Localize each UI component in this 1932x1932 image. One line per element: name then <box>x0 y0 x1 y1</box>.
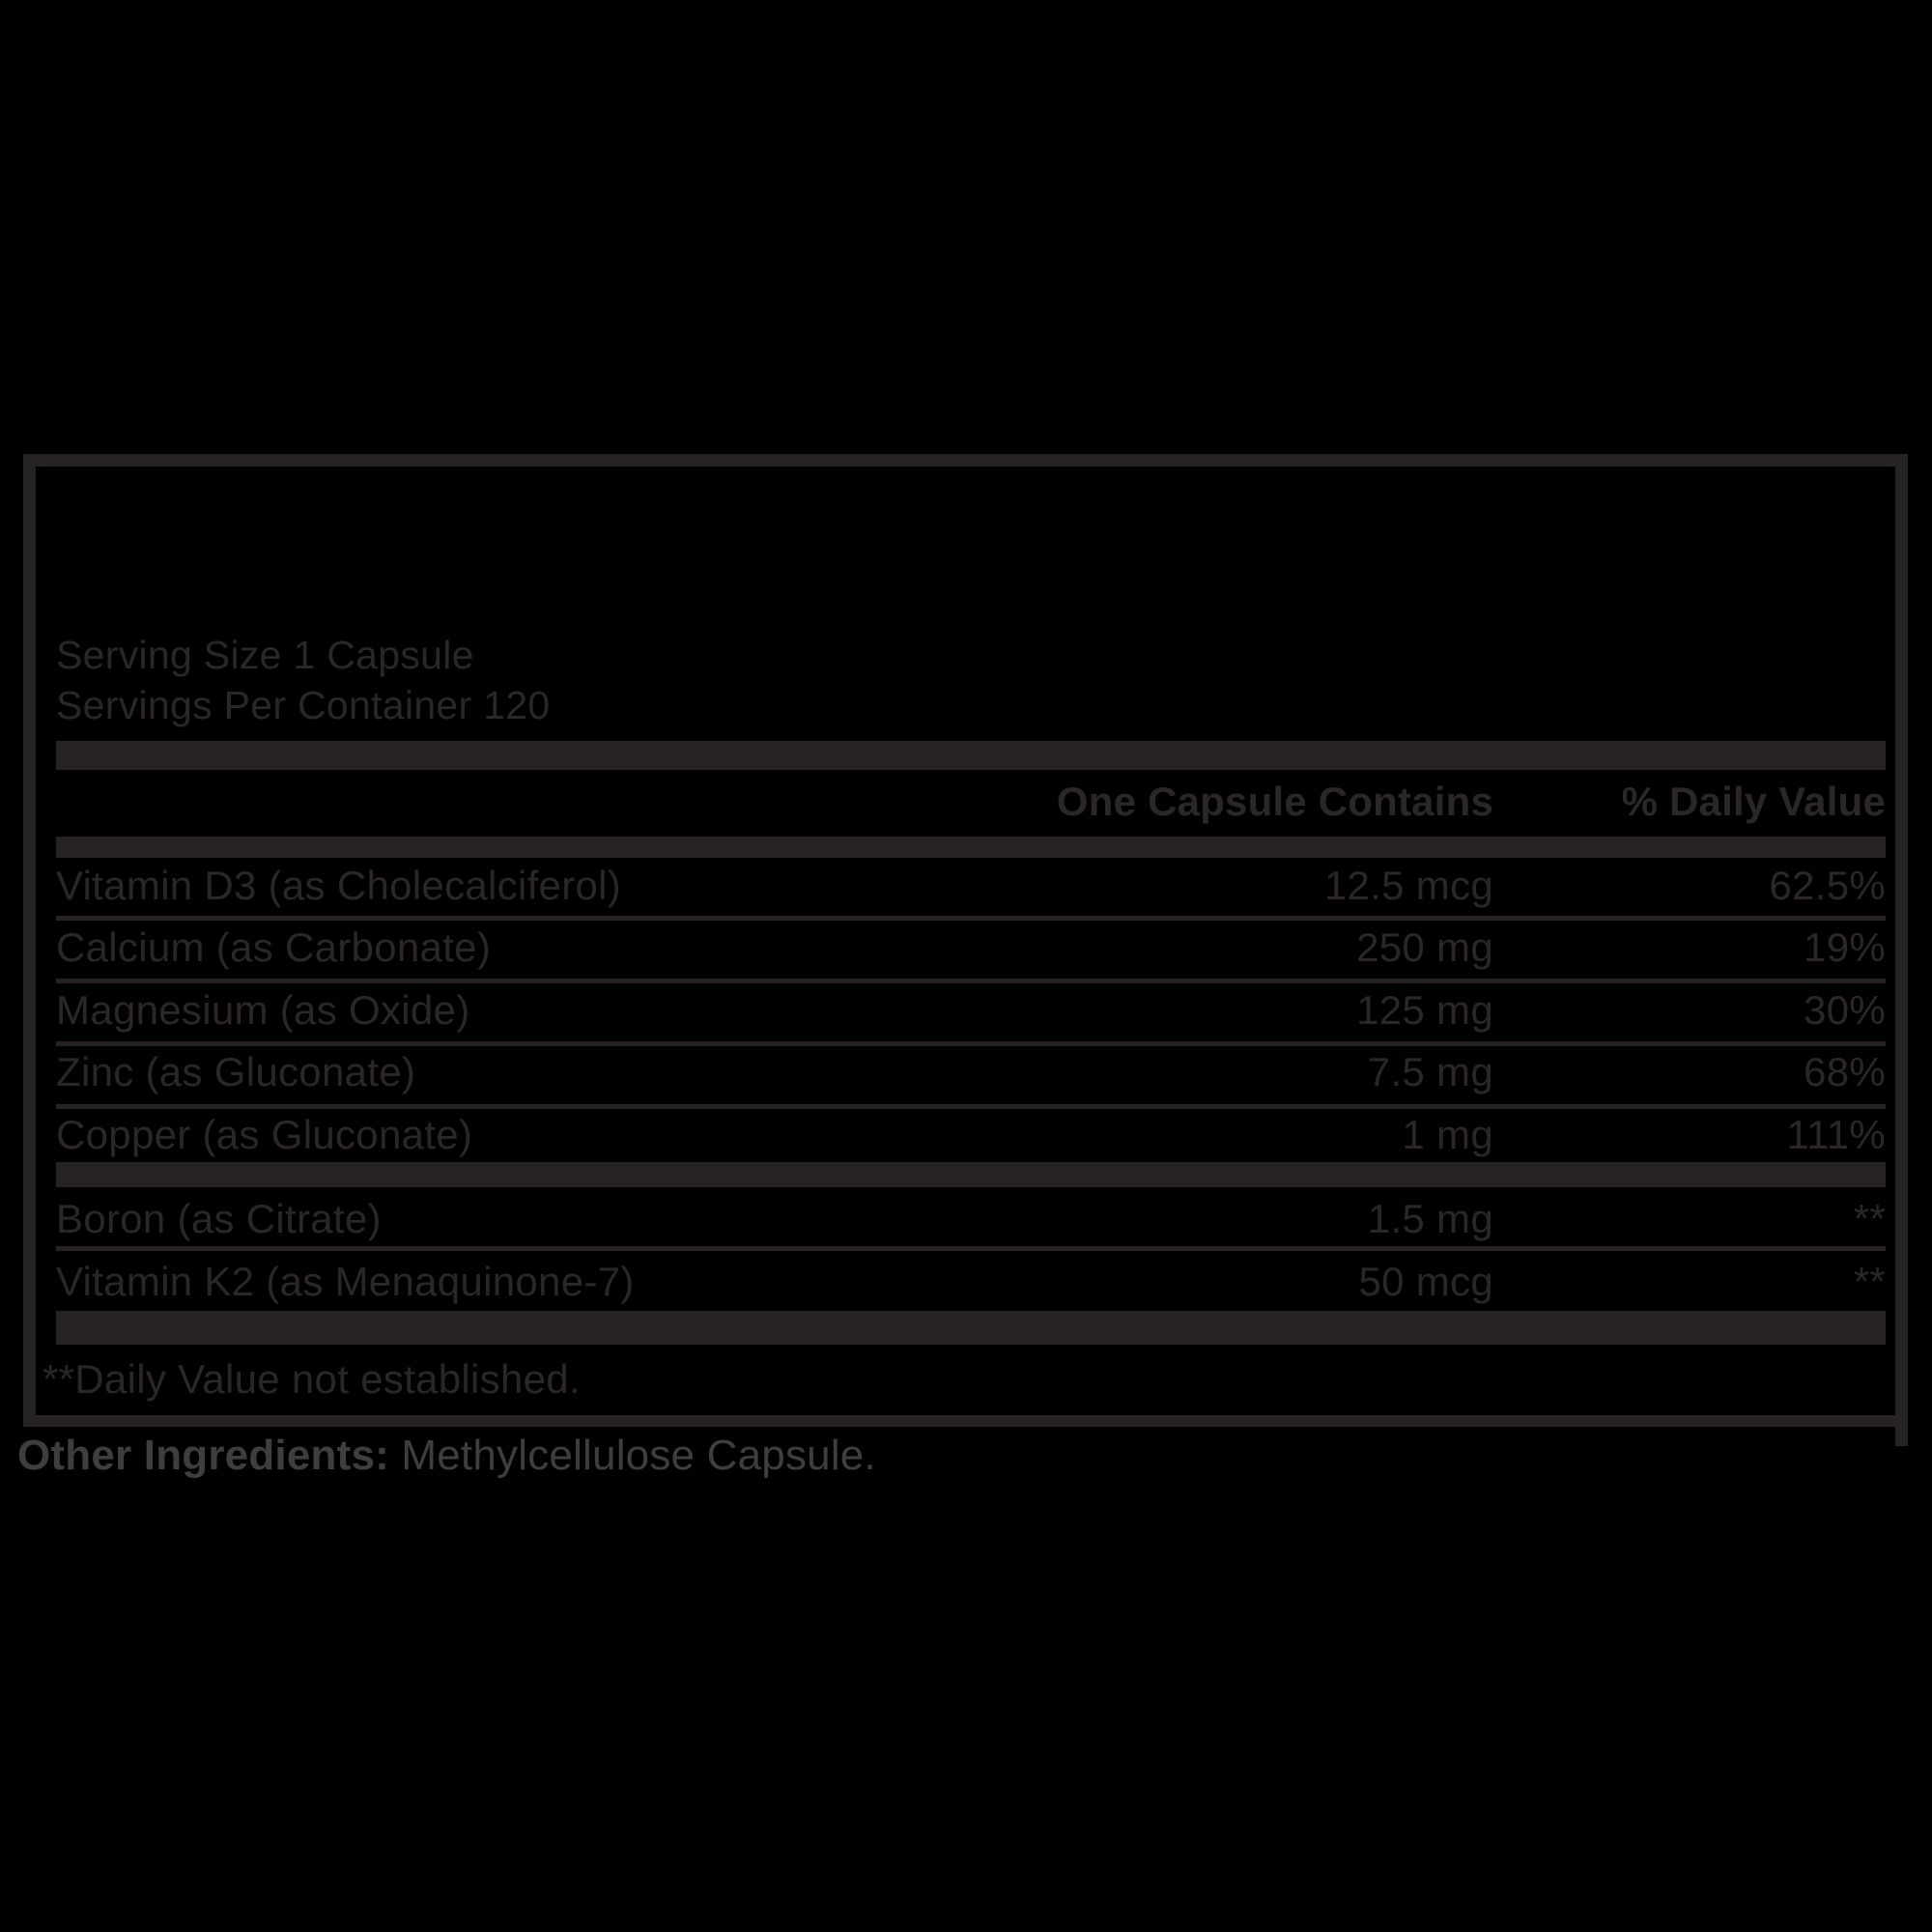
ingredient-dv: 68% <box>1804 1049 1886 1094</box>
separator-bar-under-header <box>56 837 1886 858</box>
other-ingredients-label: Other Ingredients: <box>17 1432 389 1479</box>
ingredient-name: Calcium (as Carbonate) <box>56 924 492 970</box>
separator-bar-top <box>56 741 1886 770</box>
ingredient-name: Boron (as Citrate) <box>56 1196 382 1241</box>
amount-column-header: One Capsule Contains <box>1056 779 1493 824</box>
ingredient-name: Copper (as Gluconate) <box>56 1112 473 1157</box>
ingredient-amount: 125 mg <box>1356 987 1493 1033</box>
ingredient-name: Vitamin D3 (as Cholecalciferol) <box>56 863 622 908</box>
servings-per-container-line: Servings Per Container 120 <box>56 683 551 727</box>
ingredient-name: Vitamin K2 (as Menaquinone-7) <box>56 1259 635 1304</box>
row-divider <box>56 1246 1886 1251</box>
ingredient-amount: 1.5 mg <box>1367 1196 1493 1241</box>
ingredient-name: Zinc (as Gluconate) <box>56 1049 416 1094</box>
ingredient-dv: 62.5% <box>1769 863 1886 908</box>
serving-size-line: Serving Size 1 Capsule <box>56 633 474 677</box>
ingredient-dv: 30% <box>1804 987 1886 1033</box>
panel-bottom-rule <box>23 1415 1908 1427</box>
table-row <box>56 921 1886 975</box>
ingredient-dv: 111% <box>1786 1112 1886 1157</box>
ingredient-name: Magnesium (as Oxide) <box>56 987 470 1033</box>
dv-column-header: % Daily Value <box>1621 779 1886 824</box>
ingredient-amount: 50 mcg <box>1358 1259 1493 1304</box>
ingredient-dv: ** <box>1853 1196 1886 1241</box>
dv-footnote: **Daily Value not established. <box>43 1356 581 1402</box>
ingredient-dv: 19% <box>1804 924 1886 970</box>
ingredient-amount: 1 mg <box>1402 1112 1493 1157</box>
table-row <box>56 859 1886 913</box>
table-row <box>56 1255 1886 1309</box>
ingredient-amount: 250 mg <box>1356 924 1493 970</box>
table-row <box>56 1192 1886 1246</box>
ingredient-amount: 7.5 mg <box>1367 1049 1493 1094</box>
ingredient-dv: ** <box>1853 1259 1886 1304</box>
table-header-row <box>56 775 1886 829</box>
table-row <box>56 1045 1886 1099</box>
other-ingredients-line <box>17 1429 876 1483</box>
table-row <box>56 983 1886 1037</box>
other-ingredients-value: Methylcellulose Capsule. <box>388 1432 876 1479</box>
separator-bar-after-copper <box>56 1162 1886 1187</box>
ingredient-amount: 12.5 mcg <box>1323 863 1493 908</box>
table-row <box>56 1108 1886 1162</box>
separator-bar-after-k2 <box>56 1311 1886 1345</box>
